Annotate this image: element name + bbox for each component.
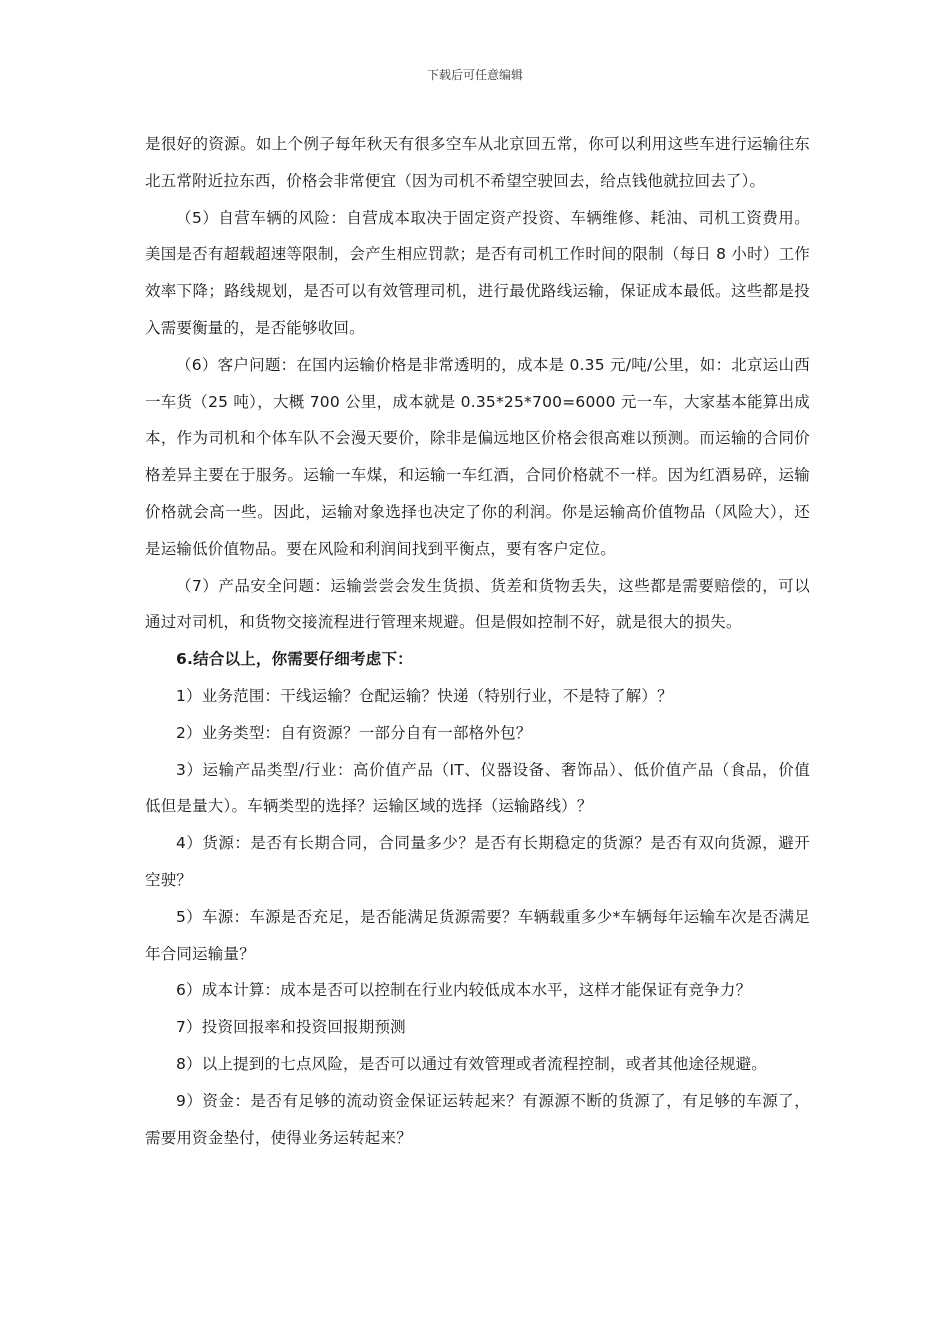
list-item: 2）业务类型：自有资源？一部分自有一部格外包？	[176, 723, 532, 742]
section-heading: 6.结合以上，你需要仔细考虑下：	[176, 650, 413, 669]
list-item: 3）运输产品类型/行业：高价值产品（IT、仪器设备、奢饰品）、低价值产品（食品，价值低但是量大）。车辆类型的选择？运输区域的选择（运输路线）？	[145, 760, 810, 816]
list-item: 5）车源：车源是否充足，是否能满足货源需要？车辆载重多少*车辆每年运输车次是否满足年合同运输量？	[145, 907, 810, 963]
document-body	[145, 126, 810, 1156]
list-item: 1）业务范围：干线运输？仓配运输？快递（特别行业，不是特了解）？	[176, 686, 673, 705]
list-item: 8）以上提到的七点风险，是否可以通过有效管理或者流程控制，或者其他途径规避。	[176, 1054, 767, 1073]
list-item: 7）投资回报率和投资回报期预测	[176, 1018, 406, 1037]
paragraph-risk-7: （7）产品安全问题：运输尝尝会发生货损、货差和货物丢失，这些都是需要赔偿的，可以通过对司机，和货物交接流程进行管理来规避。但是假如控制不好，就是很大的损失。	[145, 576, 810, 632]
list-item: 4）货源：是否有长期合同，合同量多少？是否有长期稳定的货源？是否有双向货源，避开空驶？	[145, 834, 810, 889]
paragraph-continuation: 是很好的资源。如上个例子每年秋天有很多空车从北京回五常，你可以利用这些车进行运输往东北五常附近拉东西，价格会非常便宜（因为司机不希望空驶回去，给点钱他就拉回去了）。	[145, 135, 810, 190]
paragraph-risk-6: （6）客户问题：在国内运输价格是非常透明的，成本是 0.35 元/吨/公里，如：北京运山西一车货（25 吨），大概 700 公里，成本就是 0.35*25*700=6000 元一车，大家基本能算出成本，作为司机和个体车队不会漫天要价，除非是偏远地区价格会很高难以预测。而运输的合同价格差异主要在于服务。运输一车煤，和运输一车红酒，合同价格就不一样。因为红酒易碎，运输价格就会高一些。因此，运输对象选择也决定了你的利润。你是运输高价值物品（风险大），还是运输低价值物品。要在风险和利润间找到平衡点，要有客户定位。	[145, 355, 810, 558]
page-header: 下载后可任意编辑	[426, 68, 523, 82]
list-item: 9）资金：是否有足够的流动资金保证运转起来？有源源不断的货源了，有足够的车源了，需要用资金垫付，使得业务运转起来？	[145, 1091, 810, 1147]
list-item: 6）成本计算：成本是否可以控制在行业内较低成本水平，这样才能保证有竞争力？	[176, 981, 752, 1000]
paragraph-risk-5: （5）自营车辆的风险：自营成本取决于固定资产投资、车辆维修、耗油、司机工资费用。美国是否有超载超速等限制，会产生相应罚款；是否有司机工作时间的限制（每日 8 小时）工作效率下降；路线规划，是否可以有效管理司机，进行最优路线运输，保证成本最低。这些都是投入需要衡量的，是否能够收回。	[145, 208, 810, 337]
